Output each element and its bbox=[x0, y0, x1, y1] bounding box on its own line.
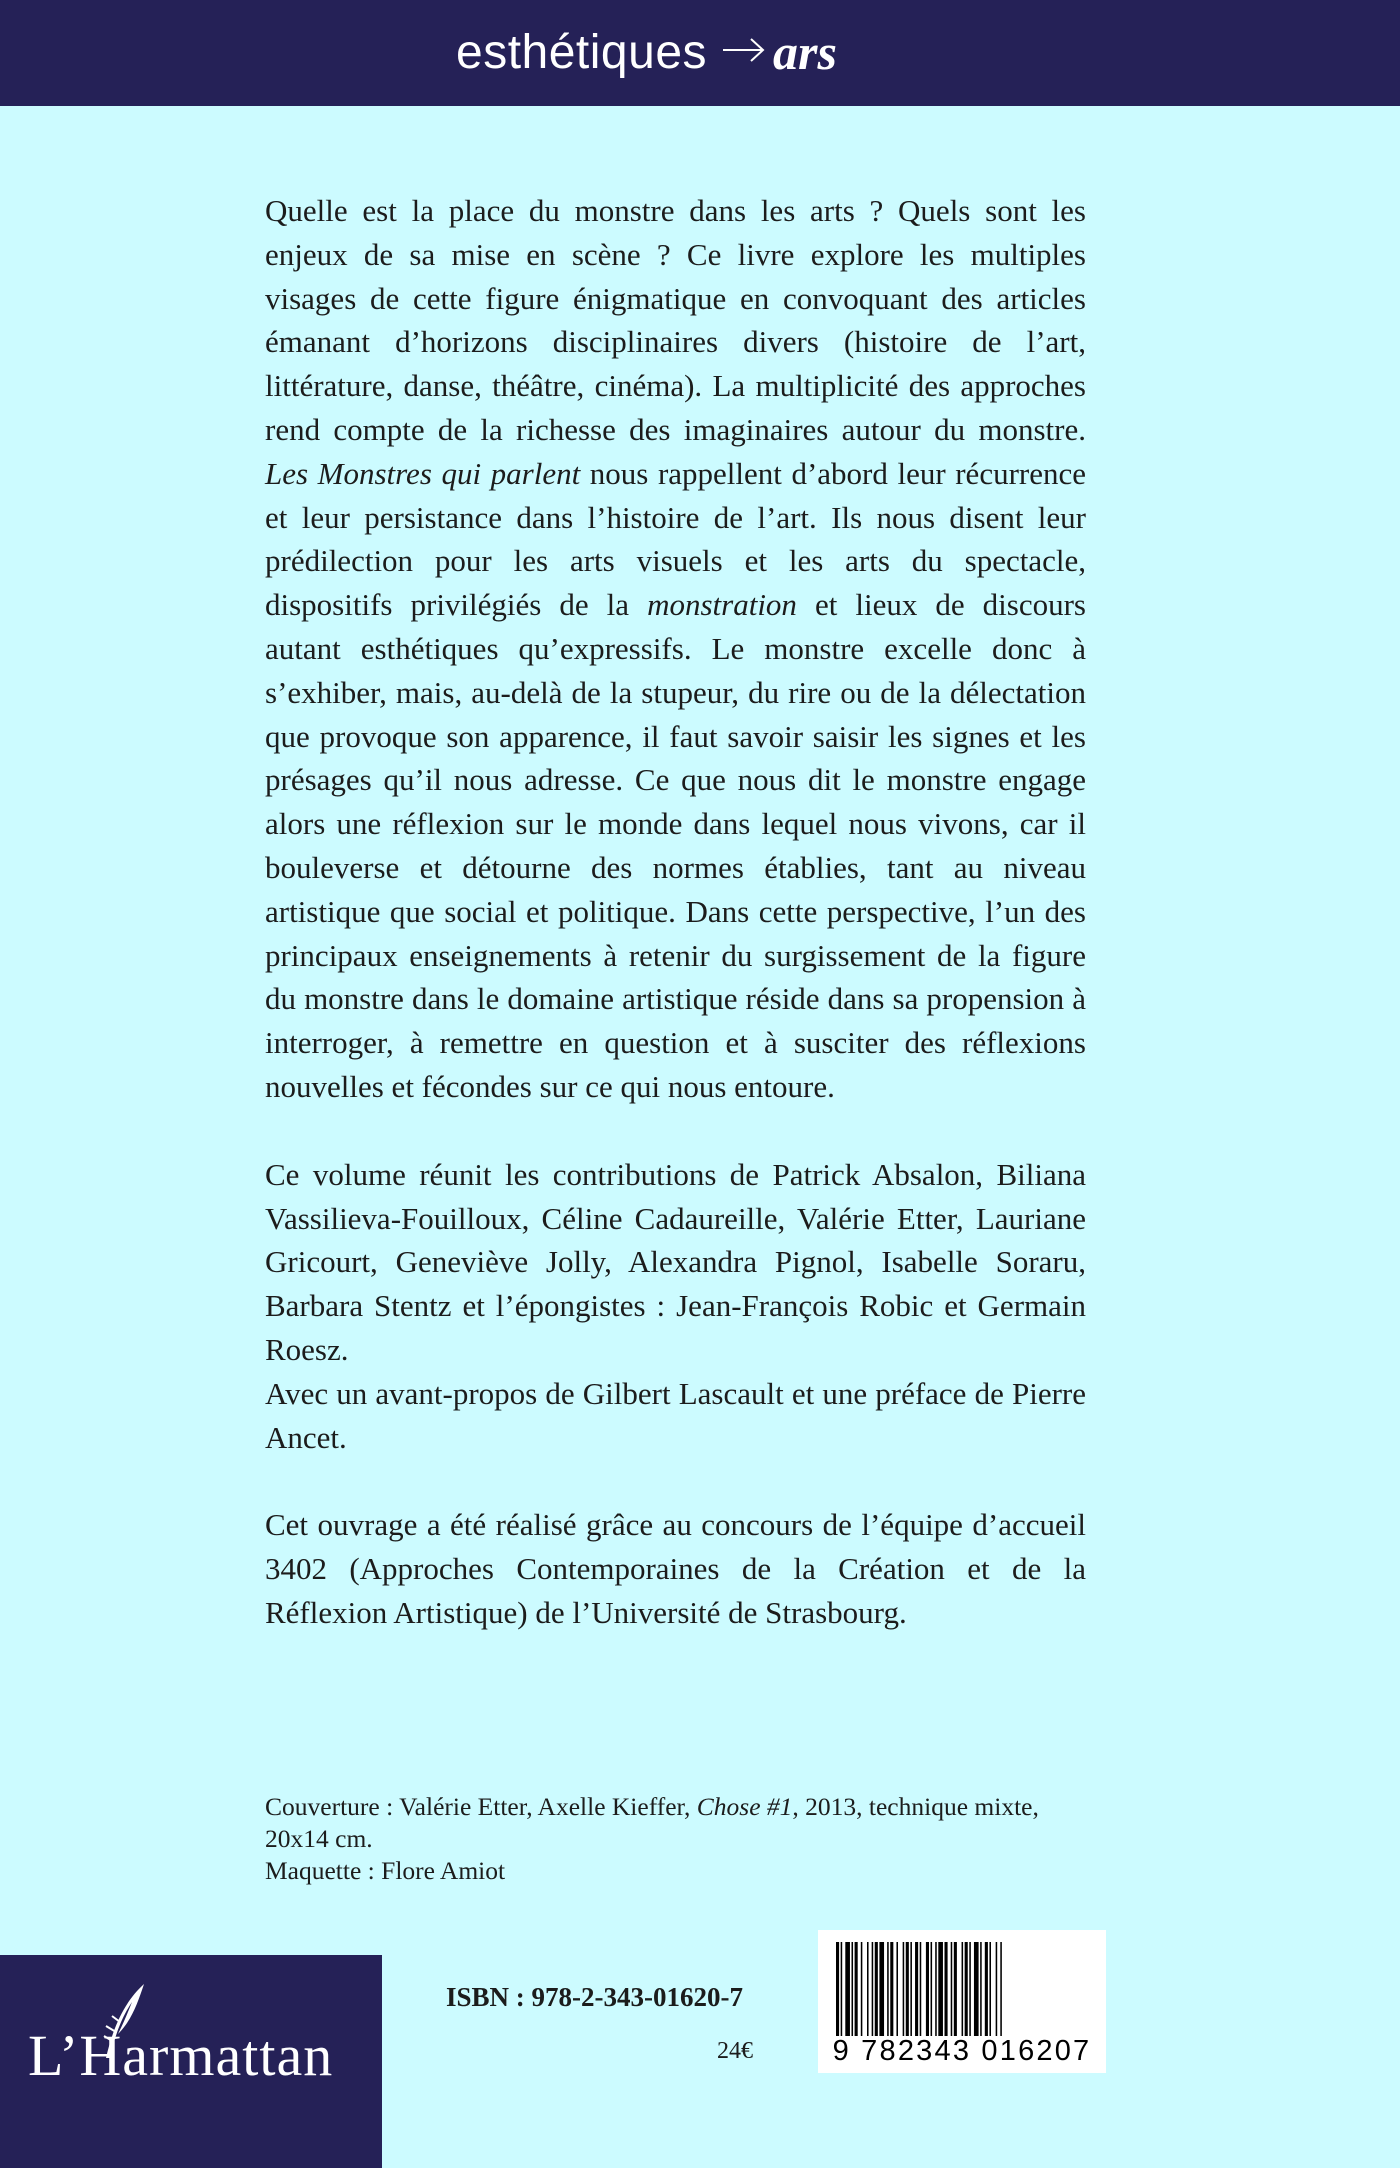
barcode-bar bbox=[887, 1942, 889, 2036]
barcode-bar bbox=[920, 1942, 922, 2036]
contributors-paragraph: Ce volume réunit les contributions de Patrick Absalon, Biliana Vassilieva-Fouilloux, Céline Cadaureille, Valérie Etter, Lauriane Gricourt, Geneviève Jolly, Alexandra Pignol, Isabelle Soraru, Barbara Stentz et l’épongistes : Jean-François Robic et Germain Roesz. bbox=[265, 1156, 1086, 1367]
barcode-bar bbox=[996, 1942, 998, 2036]
barcode-bar bbox=[935, 1942, 937, 2036]
barcode-bar bbox=[962, 1942, 964, 2036]
summary-text-1: Quelle est la place du monstre dans les arts ? Quels sont les enjeux de sa mise en scène ? Ce livre explore les multiples visages de cette figure énigmatique en convoquant des articles émanant d’horizons disciplinaires divers (histoire de l’art, littérature, danse, théâtre, cinéma). La multiplicité des approches rend compte de la richesse des imaginaires autour du monstre. bbox=[265, 193, 1086, 447]
arrow-right-icon bbox=[721, 35, 767, 70]
barcode-bar bbox=[980, 1942, 982, 2036]
barcode-bar bbox=[845, 1942, 850, 2036]
isbn: ISBN : 978-2-343-01620-7 bbox=[446, 1982, 743, 2012]
credits bbox=[265, 1791, 1075, 1887]
summary-text-2: nous rappellent d’abord leur récurrence et leur persistance dans l’histoire de l’art. Ils nous disent leur prédilection pour les arts visuels et les arts du spectacle, dispositifs privilégiés de la bbox=[265, 455, 1086, 623]
barcode-bar bbox=[855, 1942, 858, 2036]
series-name: esthétiques bbox=[456, 25, 708, 79]
barcode-bar bbox=[903, 1942, 905, 2036]
barcode-bar bbox=[852, 1942, 854, 2036]
barcode-icon bbox=[828, 1942, 1096, 2036]
barcode-bar bbox=[938, 1942, 943, 2036]
cover-credit-text-2: , 2013, technique mixte, 20x14 cm. bbox=[265, 1792, 1039, 1853]
barcode-bar bbox=[915, 1942, 918, 2036]
barcode-bar bbox=[890, 1942, 893, 2036]
barcode-bar bbox=[906, 1942, 909, 2036]
barcode-bar bbox=[879, 1942, 884, 2036]
back-cover-text bbox=[265, 189, 1086, 1635]
book-title-italic: Les Monstres qui parlent bbox=[265, 455, 581, 491]
barcode-bar bbox=[896, 1942, 898, 2036]
series-title bbox=[456, 22, 837, 82]
cover-credit bbox=[265, 1791, 1075, 1855]
monstration-italic: monstration bbox=[647, 587, 797, 623]
barcode-digits: 9 782343 016207 bbox=[832, 2035, 1092, 2067]
barcode-bar bbox=[931, 1942, 933, 2036]
foreword-paragraph: Avec un avant-propos de Gilbert Lascault et une préface de Pierre Ancet. bbox=[265, 1375, 1086, 1455]
price: 24€ bbox=[717, 2038, 753, 2064]
barcode-bar bbox=[861, 1942, 863, 2036]
barcode-bar bbox=[965, 1942, 968, 2036]
publisher-name: L’Harmattan bbox=[28, 2023, 334, 2088]
cover-credit-text-1: Couverture : Valérie Etter, Axelle Kieffer, bbox=[265, 1792, 697, 1821]
barcode-bar bbox=[985, 1942, 988, 2036]
series-subtitle: ars bbox=[773, 24, 837, 80]
barcode-bar bbox=[836, 1942, 839, 2036]
summary-text-3: et lieux de discours autant esthétiques qu’expressifs. Le monstre excelle donc à s’exhiber, mais, au-delà de la stupeur, du rire ou de la délectation que provoque son apparence, il faut savoir saisir les signes et les présages qu’il nous adresse. Ce que nous dit le monstre engage alors une réflexion sur le monde dans lequel nous vivons, car il bouleverse et détourne des normes établies, tant au niveau artistique que social et politique. Dans cette perspective, l’un des principaux enseignements à retenir du surgissement de la figure du monstre dans le domaine artistique réside dans sa propension à interroger, à remettre en question et à susciter des réflexions nouvelles et fécondes sur ce qui nous entoure. bbox=[265, 587, 1086, 1104]
layout-credit: Maquette : Flore Amiot bbox=[265, 1856, 506, 1885]
acknowledgement-paragraph: Cet ouvrage a été réalisé grâce au concours de l’équipe d’accueil 3402 (Approches Contemporaines de la Création et de la Réflexion Artistique) de l’Université de Strasbourg. bbox=[265, 1507, 1086, 1630]
barcode-bar bbox=[974, 1942, 979, 2036]
barcode-bar bbox=[875, 1942, 878, 2036]
barcode-bar bbox=[926, 1942, 929, 2036]
summary-paragraph bbox=[265, 189, 1086, 1109]
barcode-bar bbox=[951, 1942, 953, 2036]
barcode-bar bbox=[910, 1942, 912, 2036]
barcode-bar bbox=[867, 1942, 869, 2036]
barcode-bar bbox=[872, 1942, 874, 2036]
barcode-bar bbox=[1000, 1942, 1002, 2036]
barcode-bar bbox=[841, 1942, 843, 2036]
barcode-bar bbox=[945, 1942, 948, 2036]
barcode-bar bbox=[989, 1942, 991, 2036]
barcode-bar bbox=[969, 1942, 971, 2036]
barcode bbox=[818, 1930, 1106, 2073]
cover-work-title: Chose #1 bbox=[696, 1792, 793, 1821]
barcode-bar bbox=[954, 1942, 957, 2036]
